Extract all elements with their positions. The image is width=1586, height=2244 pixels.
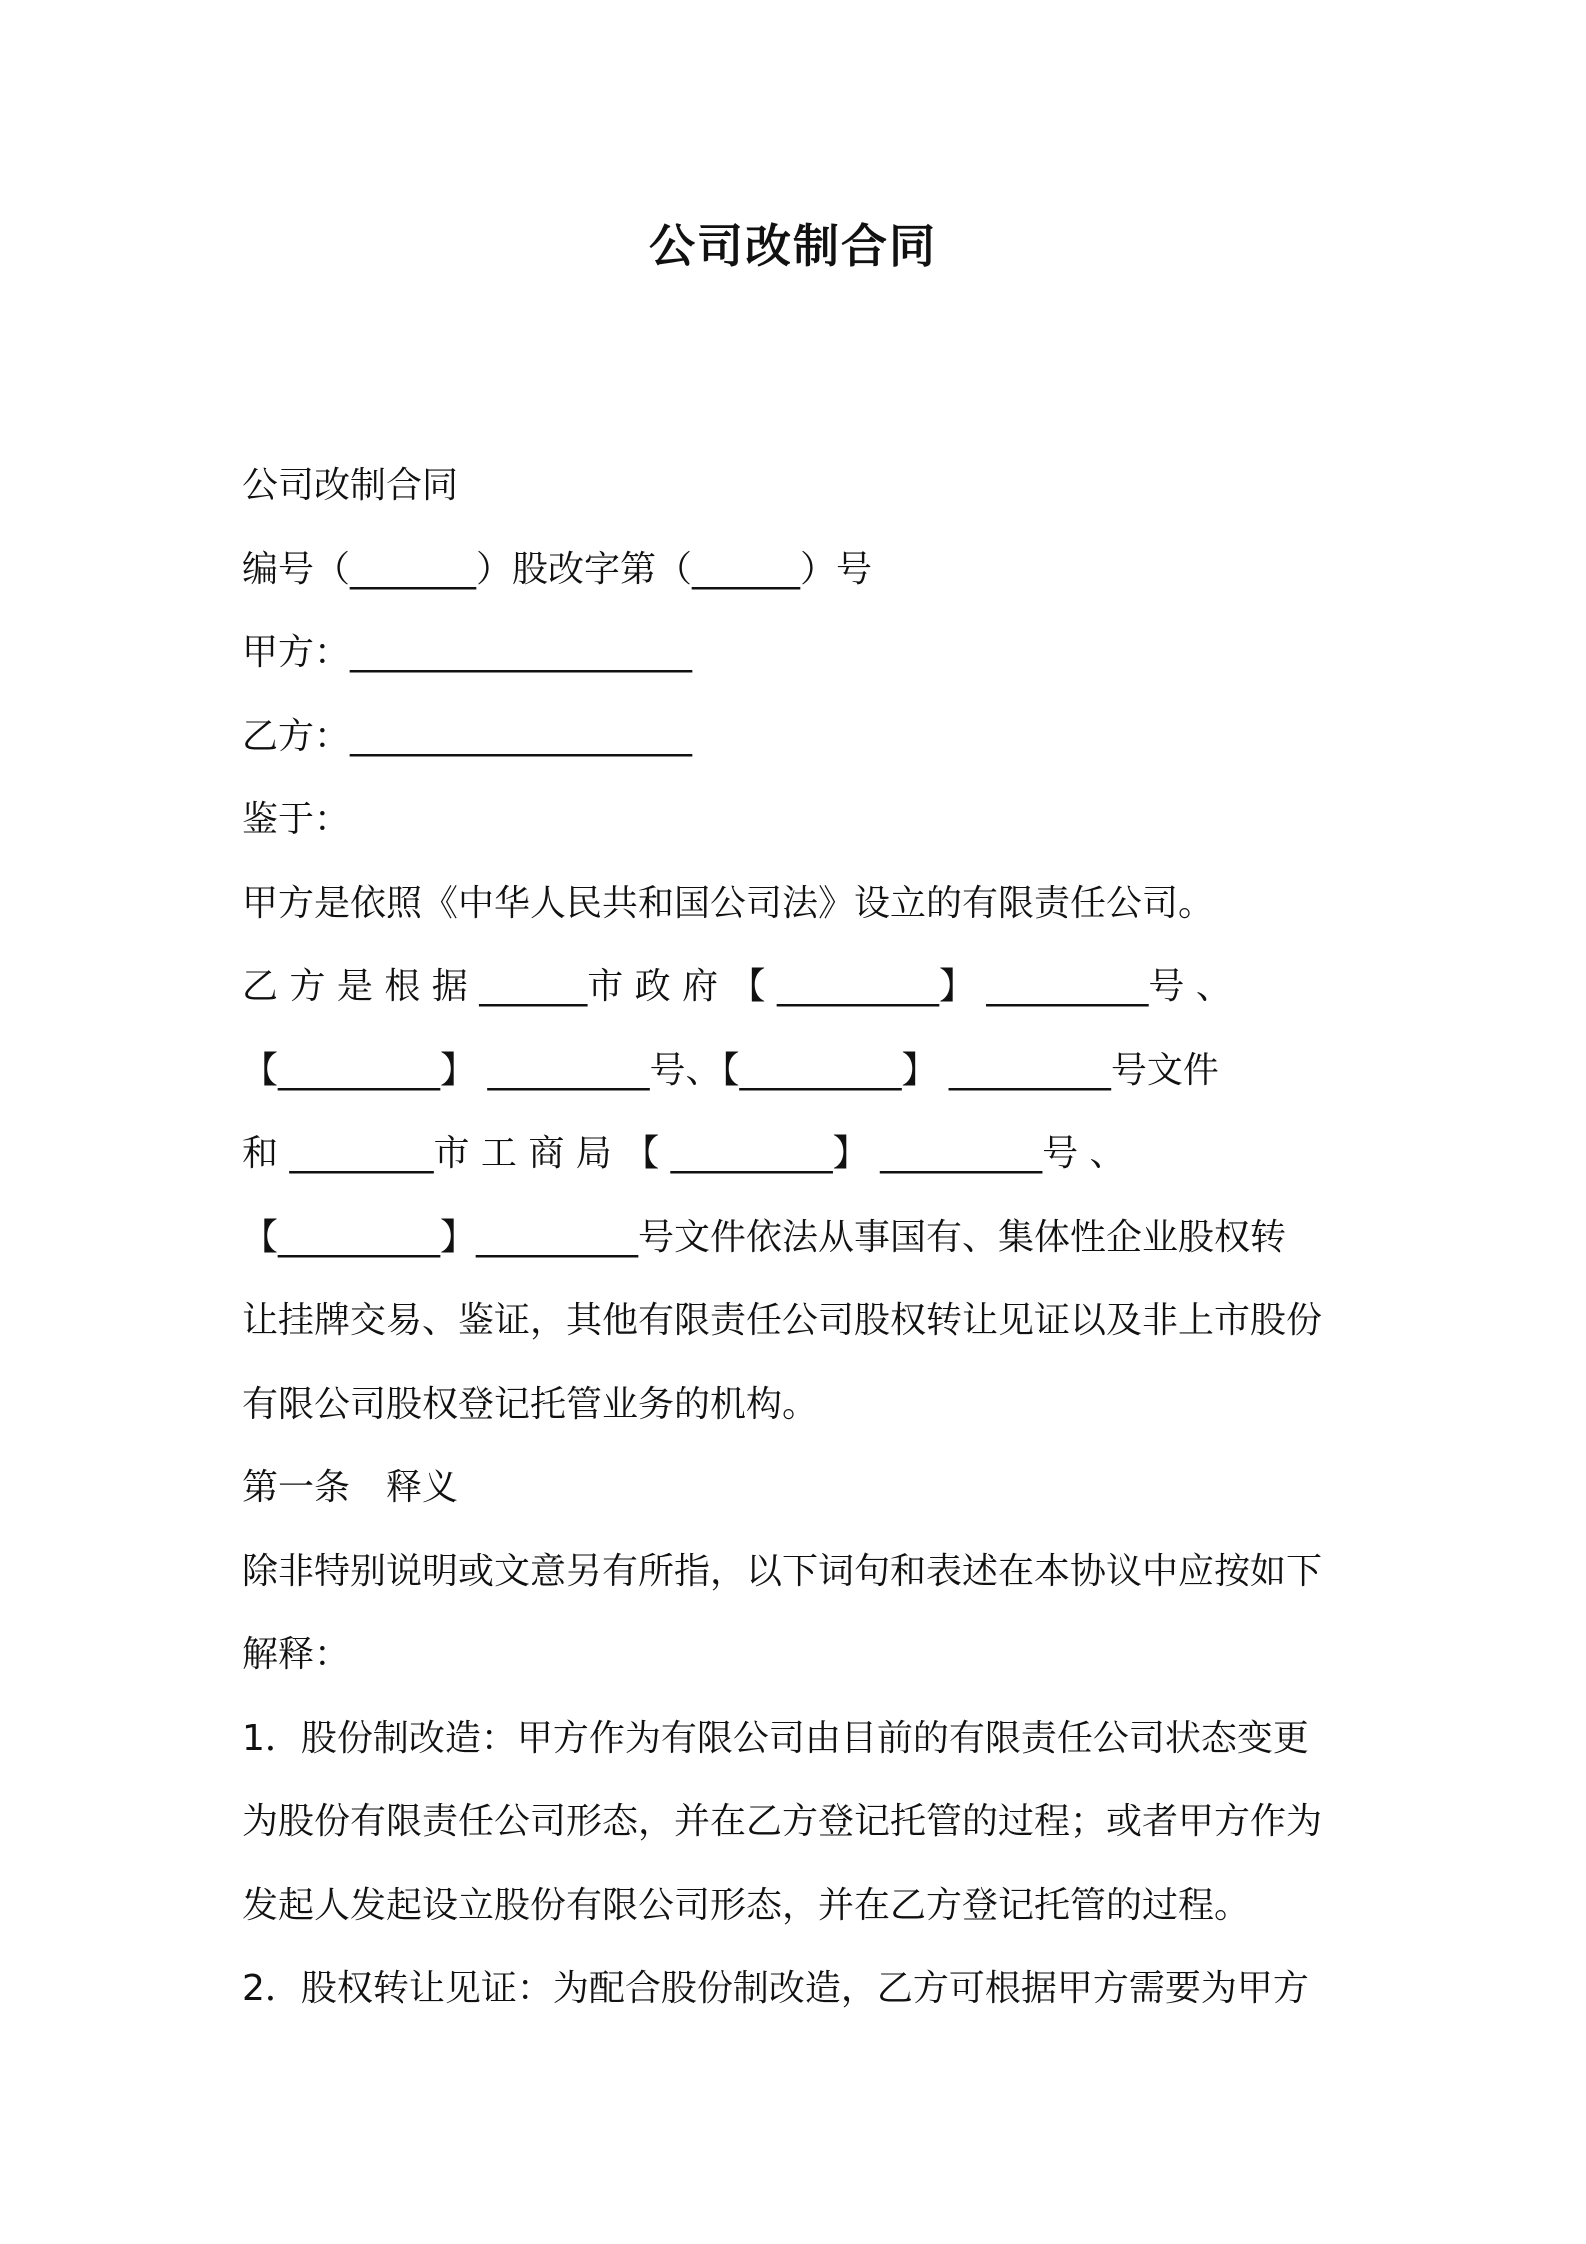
paragraph-line: 和 ________市 工 商 局 【 _________】 _________号 、 [242, 1133, 1126, 1174]
paragraph-line: 【_________】 _________号、【_________】 _________号文件 [242, 1049, 1219, 1091]
party-a-line: 甲方：___________________ [242, 632, 693, 673]
clause-line: 2．股权转让见证：为配合股份制改造，乙方可根据甲方需要为甲方 [242, 1968, 1309, 2009]
paragraph-line: 让挂牌交易、鉴证，其他有限责任公司股权转让见证以及非上市股份 [242, 1300, 1323, 1341]
contract-name-line: 公司改制合同 [242, 465, 459, 506]
paragraph-line: 甲方是依照《中华人民共和国公司法》设立的有限责任公司。 [242, 882, 1215, 924]
party-b-line: 乙方：___________________ [242, 715, 693, 757]
clause-line: 为股份有限责任公司形态，并在乙方登记托管的过程；或者甲方作为 [242, 1801, 1323, 1842]
article-one-heading: 第一条 释义 [242, 1467, 459, 1508]
whereas-heading: 鉴于： [242, 799, 351, 840]
paragraph-line: 解释： [242, 1634, 351, 1675]
paragraph-line: 【_________】_________号文件依法从事国有、集体性企业股权转 [242, 1216, 1287, 1258]
paragraph-line: 有限公司股权登记托管业务的机构。 [242, 1383, 819, 1425]
document-title: 公司改制合同 [649, 219, 937, 273]
document-body [242, 444, 1352, 2031]
contract-number-line: 编号（_______）股改字第（______）号 [242, 548, 873, 590]
clause-line: 1．股份制改造：甲方作为有限公司由目前的有限责任公司状态变更 [242, 1717, 1309, 1759]
paragraph-line: 除非特别说明或文意另有所指，以下词句和表述在本协议中应按如下 [242, 1550, 1323, 1592]
paragraph-line: 乙 方 是 根 据 ______市 政 府 【 _________】 _________号 、 [242, 966, 1232, 1007]
clause-line: 发起人发起设立股份有限公司形态，并在乙方登记托管的过程。 [242, 1884, 1251, 1926]
